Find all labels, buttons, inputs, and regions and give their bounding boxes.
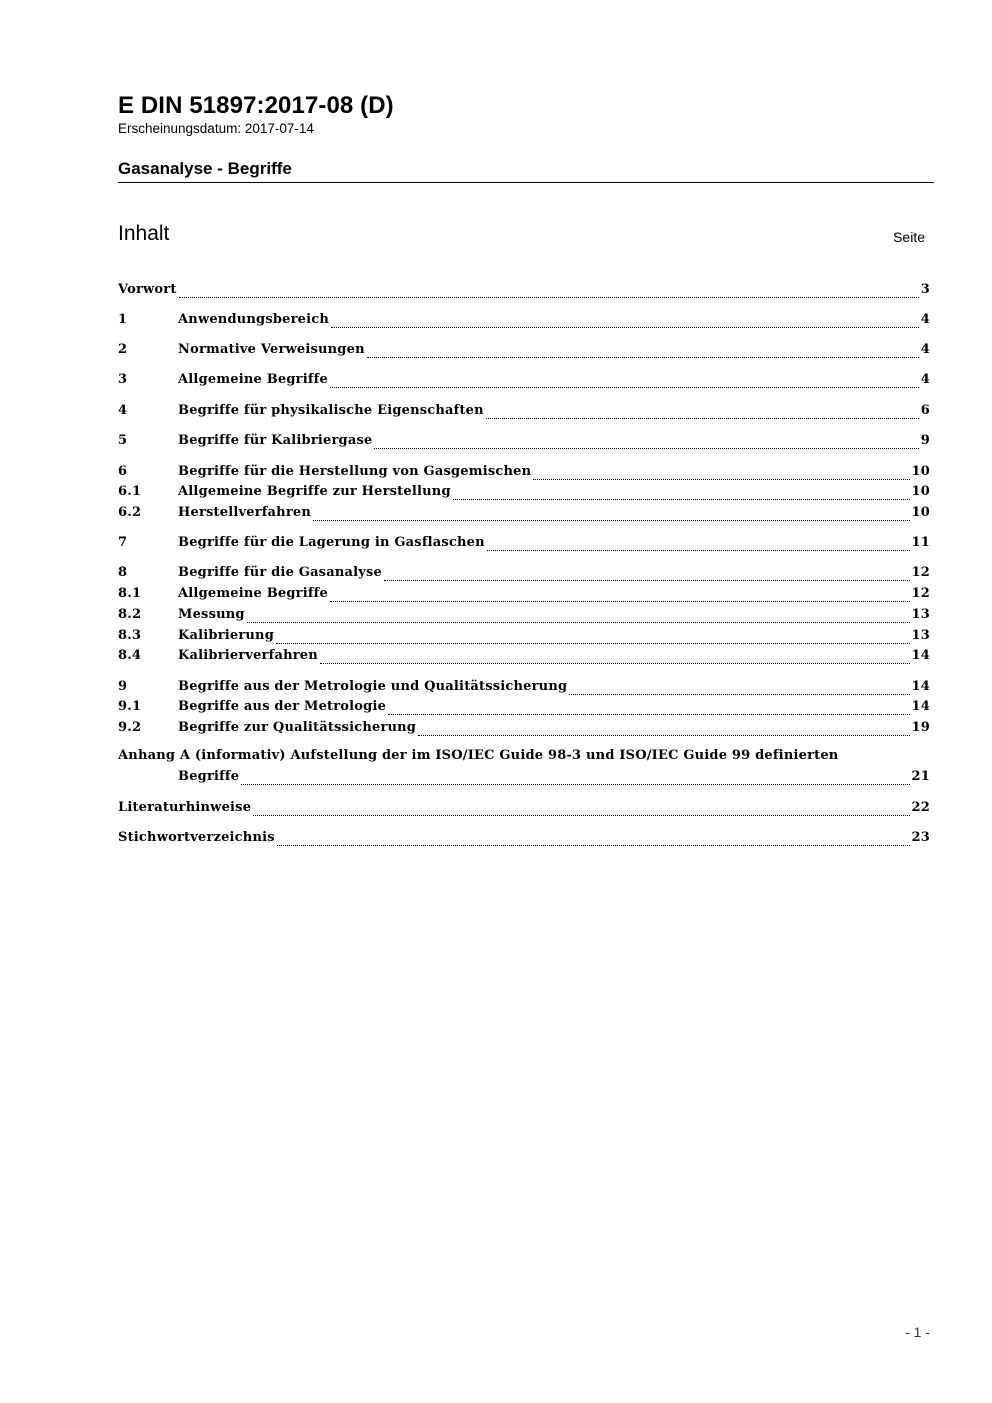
toc-leader-dots [569, 693, 909, 695]
toc-entry-label: Begriffe für die Gasanalyse [178, 565, 382, 580]
toc-annex-label: Begriffe [178, 769, 240, 784]
toc-leader-dots [320, 662, 910, 664]
toc-entry-page: 13 [911, 628, 930, 643]
toc-entry-label: Begriffe für Kalibriergase [178, 433, 373, 448]
toc-entry-label: Begriffe aus der Metrologie [178, 699, 387, 714]
toc-annex-page: 21 [911, 769, 930, 784]
document-title: Gasanalyse - Begriffe [118, 159, 292, 178]
toc-entry-page: 13 [911, 607, 930, 622]
toc-leader-dots [384, 579, 910, 581]
toc-entry[interactable] [118, 830, 930, 851]
toc-entry-number: 6 [118, 464, 128, 479]
toc-entry[interactable] [118, 565, 930, 586]
toc-entry-label: Literaturhinweise [118, 800, 252, 815]
toc-entry-page: 4 [920, 342, 930, 357]
toc-entry[interactable] [118, 282, 930, 303]
toc-leader-dots [533, 478, 909, 480]
toc-entry[interactable] [118, 679, 930, 700]
toc-leader-dots [331, 326, 919, 328]
toc-leader-dots [367, 356, 919, 358]
toc-entry[interactable] [118, 607, 930, 628]
toc-entry-page: 10 [911, 505, 930, 520]
toc-entry[interactable] [118, 648, 930, 669]
toc-heading: Inhalt [118, 222, 170, 245]
toc-entry-number: 9.2 [118, 720, 142, 735]
toc-leader-dots [453, 498, 910, 500]
toc-entry[interactable] [118, 535, 930, 556]
toc-entry-page: 9 [920, 433, 930, 448]
toc-entry-page: 23 [911, 830, 930, 845]
toc-entry-label: Begriffe für physikalische Eigenschaften [178, 403, 484, 418]
toc-entry-label: Begriffe aus der Metrologie und Qualitätssicherung [178, 679, 568, 694]
toc-entry-label: Allgemeine Begriffe [178, 372, 328, 387]
toc-annex-line2[interactable] [178, 769, 930, 790]
toc-entry-number: 8.2 [118, 607, 142, 622]
toc-entry-label: Begriffe für die Lagerung in Gasflaschen [178, 535, 485, 550]
toc-leader-dots [179, 296, 919, 298]
toc-entry-number: 6.2 [118, 505, 142, 520]
toc-entry-page: 12 [911, 565, 930, 580]
toc-entry[interactable] [118, 628, 930, 649]
page-column-label: Seite [893, 229, 925, 245]
toc-entry-page: 12 [911, 586, 930, 601]
toc-entry-number: 8 [118, 565, 128, 580]
toc-leader-dots [277, 844, 910, 846]
toc-entry-label: Allgemeine Begriffe [178, 586, 328, 601]
toc-entry-number: 8.1 [118, 586, 142, 601]
toc-entry[interactable] [118, 403, 930, 424]
toc-entry-label: Herstellverfahren [178, 505, 311, 520]
toc-entry-number: 8.3 [118, 628, 142, 643]
toc-leader-dots [486, 417, 919, 419]
toc-entry-page: 4 [920, 372, 930, 387]
toc-entry-label: Kalibrierung [178, 628, 274, 643]
toc-entry-label: Messung [178, 607, 245, 622]
toc-entry[interactable] [118, 342, 930, 363]
toc-entry-label: Vorwort [118, 282, 177, 297]
toc-entry-page: 14 [911, 648, 930, 663]
toc-entry-page: 22 [911, 800, 930, 815]
toc-entry-label: Anwendungsbereich [178, 312, 330, 327]
toc-leader-dots [388, 713, 909, 715]
toc-entry-page: 3 [920, 282, 930, 297]
toc-entry-label: Normative Verweisungen [178, 342, 365, 357]
toc-entry-page: 14 [911, 699, 930, 714]
toc-leader-dots [241, 783, 909, 785]
toc-leader-dots [247, 621, 910, 623]
toc-entry-label: Begriffe zur Qualitätssicherung [178, 720, 417, 735]
toc-entry[interactable] [118, 699, 930, 720]
toc-entry-page: 4 [920, 312, 930, 327]
toc-entry[interactable] [118, 800, 930, 821]
toc-entry-number: 3 [118, 372, 128, 387]
toc-entry-label: Kalibrierverfahren [178, 648, 318, 663]
toc-leader-dots [374, 447, 918, 449]
toc-entry-number: 2 [118, 342, 128, 357]
toc-leader-dots [253, 814, 909, 816]
toc-leader-dots [276, 642, 910, 644]
toc-entry[interactable] [118, 464, 930, 485]
toc-entry[interactable] [118, 312, 930, 333]
toc-entry-label: Stichwortverzeichnis [118, 830, 275, 845]
toc-entry-label: Begriffe für die Herstellung von Gasgemischen [178, 464, 532, 479]
toc-entry[interactable] [118, 484, 930, 505]
toc-entry-label: Allgemeine Begriffe zur Herstellung [178, 484, 451, 499]
toc-entry-page: 11 [911, 535, 930, 550]
title-divider [118, 182, 934, 183]
toc-entry-number: 6.1 [118, 484, 142, 499]
toc-entry-number: 9.1 [118, 699, 142, 714]
toc-entry[interactable] [118, 433, 930, 454]
toc-entry-page: 10 [911, 464, 930, 479]
toc-entry-number: 9 [118, 679, 128, 694]
document-id: E DIN 51897:2017-08 (D) [118, 92, 394, 119]
toc-leader-dots [418, 734, 909, 736]
toc-leader-dots [330, 600, 910, 602]
toc-entry[interactable] [118, 720, 930, 741]
publication-date: Erscheinungsdatum: 2017-07-14 [118, 121, 314, 136]
toc-entry-page: 6 [920, 403, 930, 418]
toc-entry-page: 14 [911, 679, 930, 694]
toc-entry-page: 10 [911, 484, 930, 499]
toc-entry-number: 7 [118, 535, 128, 550]
toc-entry-number: 8.4 [118, 648, 142, 663]
toc-entry[interactable] [118, 372, 930, 393]
toc-entry-number: 4 [118, 403, 128, 418]
toc-entry-number: 1 [118, 312, 128, 327]
page-number: - 1 - [905, 1324, 930, 1340]
toc-annex-line1[interactable]: Anhang A (informativ) Aufstellung der im ISO/IEC Guide 98-3 und ISO/IEC Guide 99 definierten [118, 748, 839, 763]
toc-entry[interactable] [118, 505, 930, 526]
toc-entry[interactable] [118, 586, 930, 607]
toc-leader-dots [313, 519, 910, 521]
toc-entry-number: 5 [118, 433, 128, 448]
toc-leader-dots [487, 549, 910, 551]
toc-leader-dots [330, 386, 919, 388]
toc-entry-page: 19 [911, 720, 930, 735]
